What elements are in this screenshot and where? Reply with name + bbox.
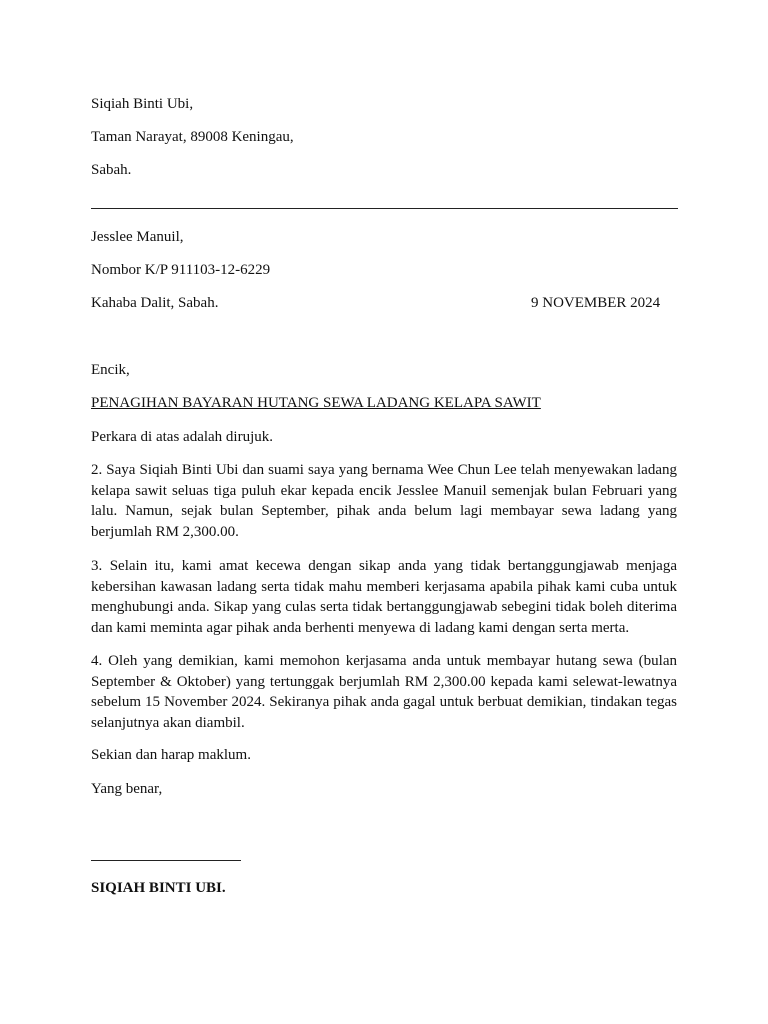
sign-off: Yang benar, bbox=[91, 781, 163, 797]
header-divider bbox=[91, 208, 678, 209]
recipient-address: Kahaba Dalit, Sabah. bbox=[91, 295, 219, 311]
signatory-name: SIQIAH BINTI UBI. bbox=[91, 880, 226, 896]
paragraph-4: 4. Oleh yang demikian, kami memohon kerjasama anda untuk membayar hutang sewa (bulan September & Oktober) yang tertunggak berjumlah RM 2,300.00 kepada kami selewat-lewatnya sebelum 15 November 2024. Sekiranya pihak anda gagal untuk berbuat demikian, tindakan tegas selanjutnya akan diambil. bbox=[91, 653, 677, 731]
paragraph-3: 3. Selain itu, kami amat kecewa dengan sikap anda yang tidak bertanggungjawab menjaga kebersihan kawasan ladang serta tidak mahu memberi kerjasama apabila pihak kami cuba untuk menghubungi anda. Sikap yang culas serta tidak bertanggungjawab sebegini tidak boleh diterima dan kami meminta agar pihak anda berhenti menyewa di ladang kami dengan serta merta. bbox=[91, 558, 677, 636]
intro-paragraph: Perkara di atas adalah dirujuk. bbox=[91, 429, 274, 445]
sender-address-line1: Taman Narayat, 89008 Keningau, bbox=[91, 129, 294, 145]
closing-remark: Sekian dan harap maklum. bbox=[91, 747, 251, 763]
sender-name: Siqiah Binti Ubi, bbox=[91, 96, 194, 112]
paragraph-2: 2. Saya Siqiah Binti Ubi dan suami saya yang bernama Wee Chun Lee telah menyewakan ladang kelapa sawit seluas tiga puluh ekar kepada encik Jesslee Manuil semenjak bulan Februari yang lalu. Namun, sejak bulan September, pihak anda belum lagi membayar sewa ladang yang berjumlah RM 2,300.00. bbox=[91, 462, 677, 540]
recipient-ic-number: Nombor K/P 911103-12-6229 bbox=[91, 262, 271, 278]
letter-date: 9 NOVEMBER 2024 bbox=[531, 295, 661, 311]
salutation: Encik, bbox=[91, 362, 130, 378]
letter-subject: PENAGIHAN BAYARAN HUTANG SEWA LADANG KELAPA SAWIT bbox=[91, 395, 541, 411]
sender-address-line2: Sabah. bbox=[91, 162, 132, 178]
recipient-name: Jesslee Manuil, bbox=[91, 229, 184, 245]
signature-line bbox=[91, 860, 241, 861]
